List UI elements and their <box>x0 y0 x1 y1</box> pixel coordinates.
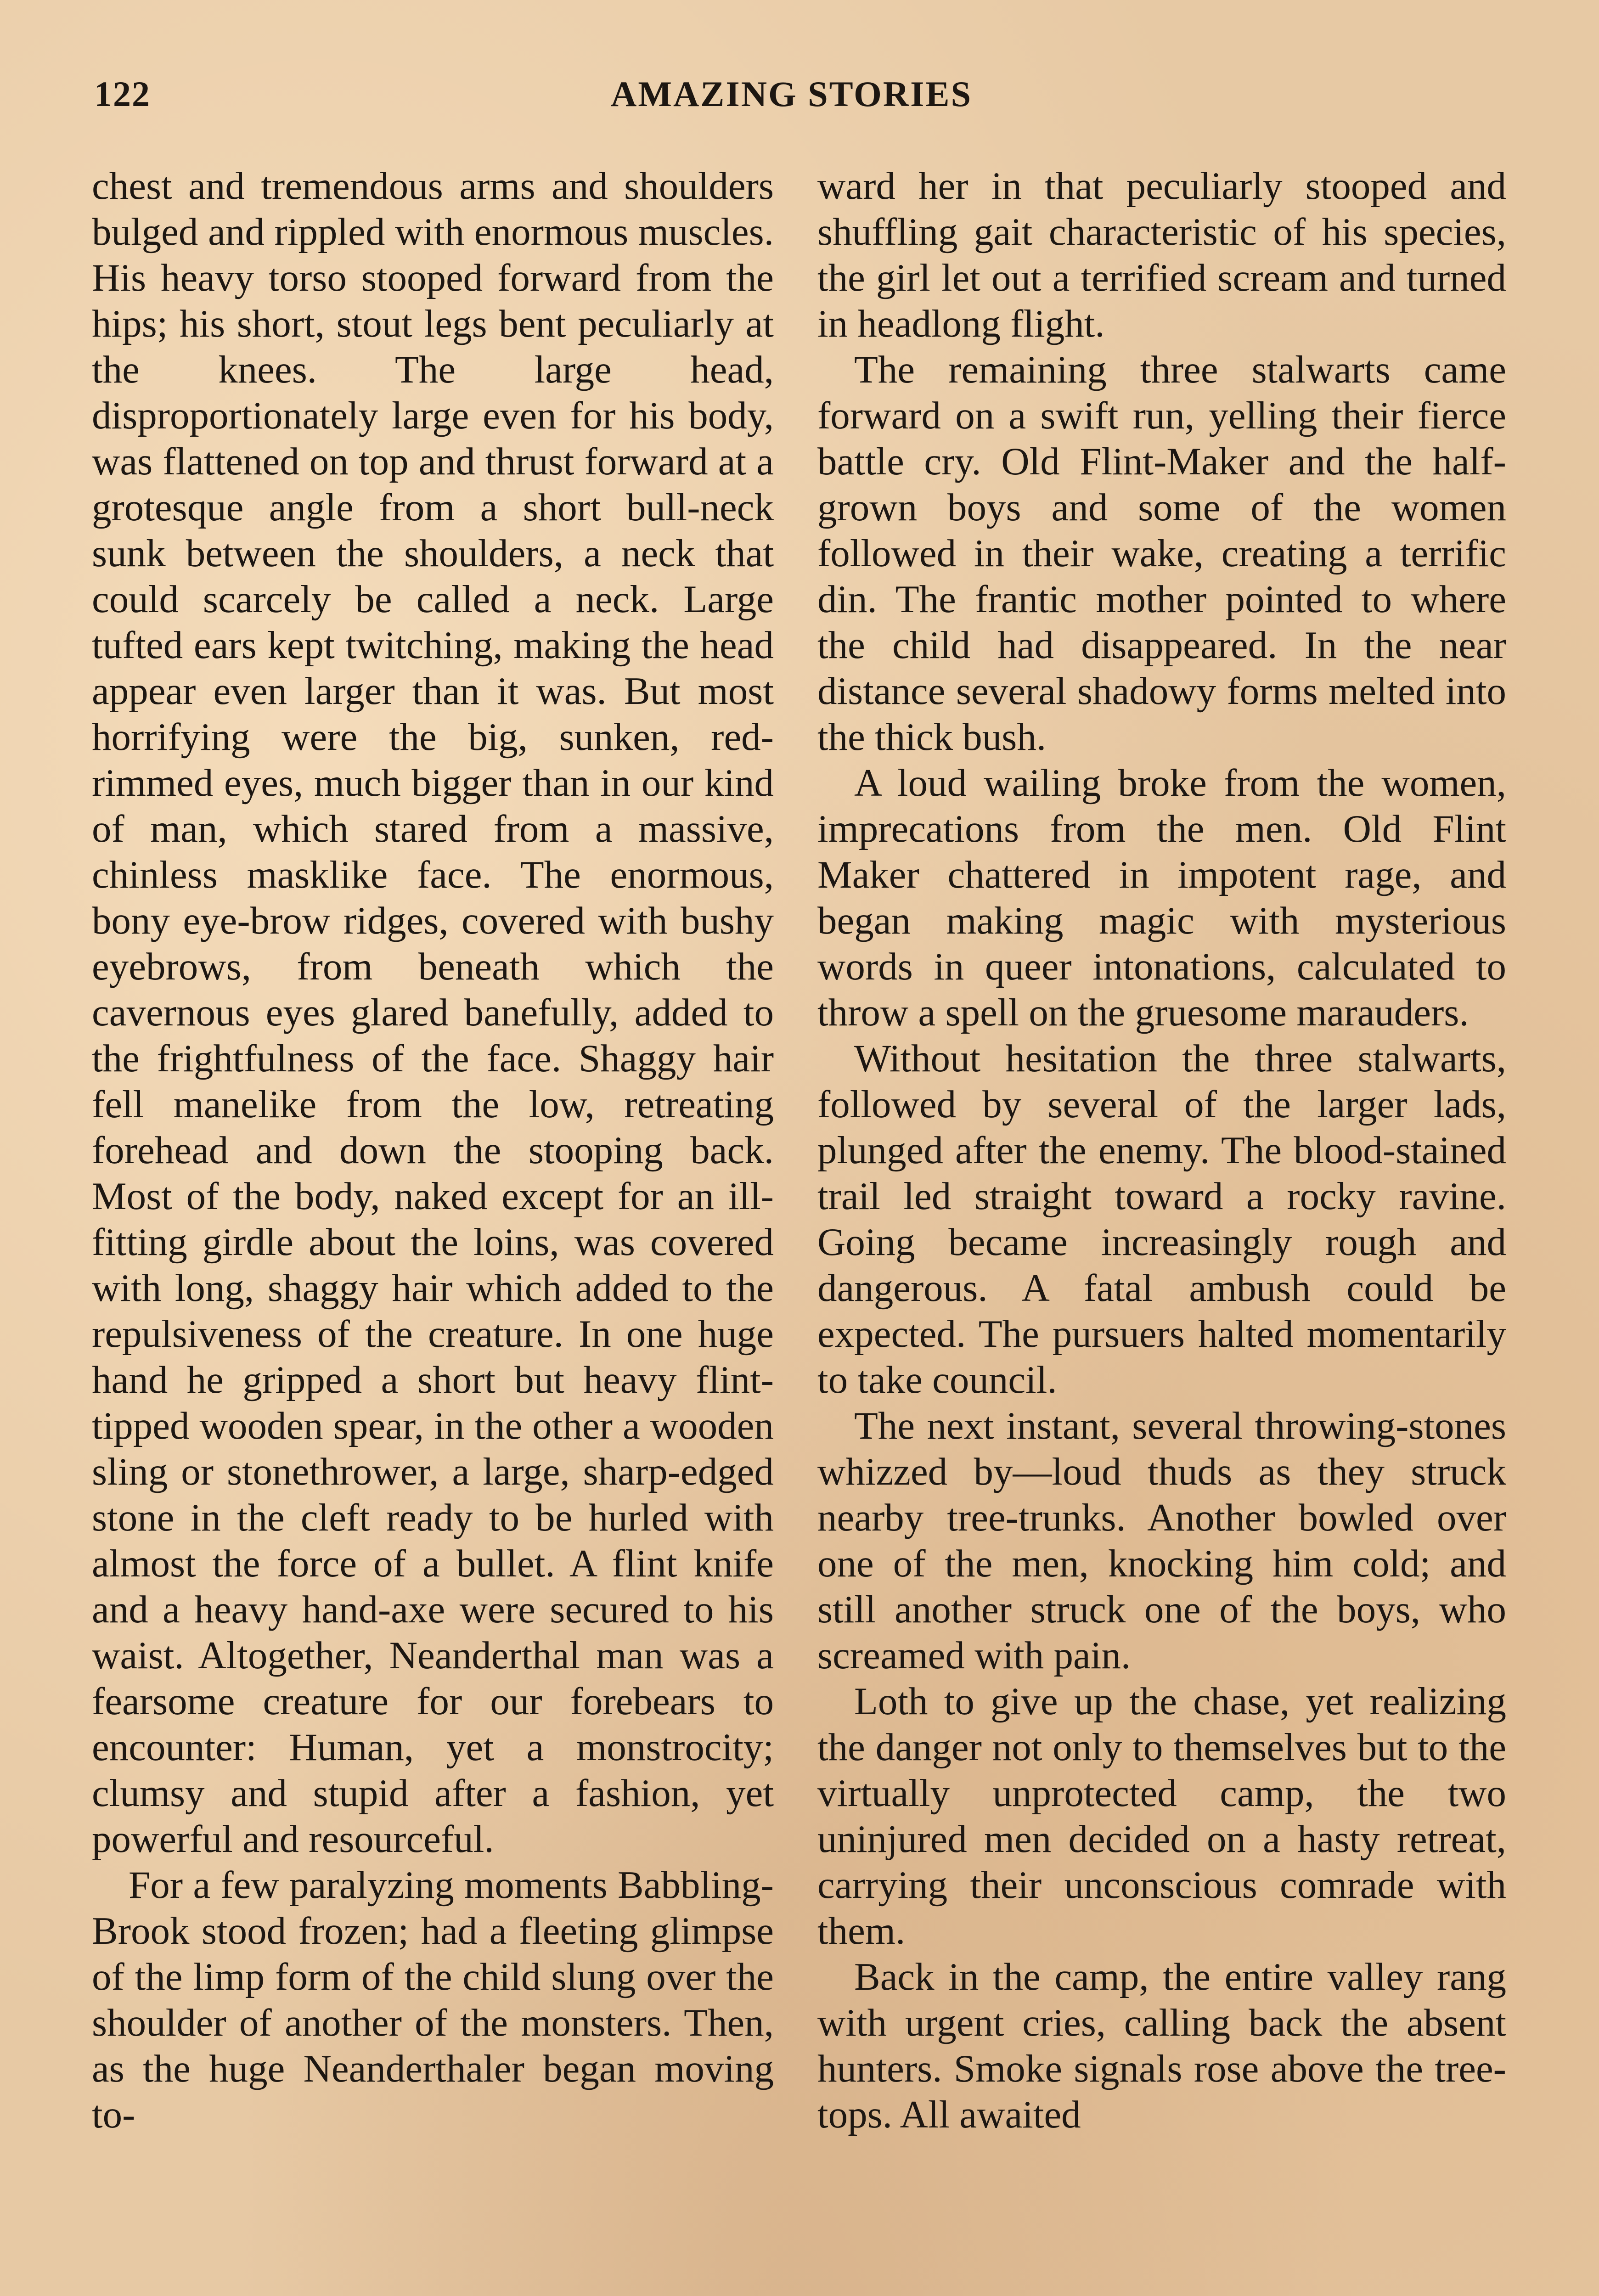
paragraph: The next instant, several throwing-stones whizzed by—loud thuds as they struck nearby tree-trunks. Another bowled over one of the men, knocking him cold; and still another struck one of the boys, who screamed with pain. <box>817 1404 1506 1677</box>
paragraph: ward her in that peculiarly stooped and shuffling gait characteristic of his species, the girl let out a terrified scream and turned in headlong flight. <box>817 164 1506 345</box>
paragraph: Without hesitation the three stalwarts, followed by several of the larger lads, plunged after the enemy. The blood-stained trail led straight toward a rocky ravine. Going became increasingly rough and dangerous. A fatal ambush could be expected. The pursuers halted momentarily to take council. <box>817 1037 1506 1401</box>
running-title: AMAZING STORIES <box>611 74 972 114</box>
paragraph: For a few paralyzing moments Babbling-Brook stood frozen; had a fleeting glimpse of the limp form of the child slung over the shoulder of another of the monsters. Then, as the huge Neanderthaler began moving to- <box>92 1863 774 2136</box>
page-number: 122 <box>94 74 151 114</box>
paragraph: Loth to give up the chase, yet realizing the danger not only to themselves but to the virtually unprotected camp, the two uninjured men decided on a hasty retreat, carrying their unconscious comrade with them. <box>817 1680 1506 1953</box>
paragraph: The remaining three stalwarts came forward on a swift run, yelling their fierce battle cry. Old Flint-Maker and the half-grown boys and some of the women followed in their wake, creating a terrific din. The frantic mother pointed to where the child had disappeared. In the near distance several shadowy forms melted into the thick bush. <box>817 348 1506 759</box>
page-header <box>94 73 1489 129</box>
paragraph: Back in the camp, the entire valley rang with urgent cries, calling back the absent hunters. Smoke signals rose above the tree-tops. All awaited <box>817 1955 1506 2136</box>
paragraph: chest and tremendous arms and shoulders bulged and rippled with enormous muscles. His heavy torso stooped forward from the hips; his short, stout legs bent peculiarly at the knees. The large head, disproportionately large even for his body, was flattened on top and thrust forward at a grotesque angle from a short bull-neck sunk between the shoulders, a neck that could scarcely be called a neck. Large tufted ears kept twitching, making the head appear even larger than it was. But most horrifying were the big, sunken, red-rimmed eyes, much bigger than in our kind of man, which stared from a massive, chinless masklike face. The enormous, bony eye-brow ridges, covered with bushy eyebrows, from beneath which the cavernous eyes glared banefully, added to the frightfulness of the face. Shaggy hair fell manelike from the low, retreating forehead and down the stooping back. Most of the body, naked except for an ill-fitting girdle about the loins, was covered with long, shaggy hair which added to the repulsiveness of the creature. In one huge hand he gripped a short but heavy flint-tipped wooden spear, in the other a wooden sling or stonethrower, a large, sharp-edged stone in the cleft ready to be hurled with almost the force of a bullet. A flint knife and a heavy hand-axe were secured to his waist. Altogether, Neanderthal man was a fearsome creature for our forebears to encounter: Human, yet a monstrocity; clumsy and stupid after a fashion, yet powerful and resourceful. <box>92 164 774 1861</box>
left-column <box>92 163 774 2296</box>
paragraph: A loud wailing broke from the women, imprecations from the men. Old Flint Maker chattered in impotent rage, and began making magic with mysterious words in queer intonations, calculated to throw a spell on the gruesome marauders. <box>817 761 1506 1034</box>
right-column <box>817 163 1506 2296</box>
